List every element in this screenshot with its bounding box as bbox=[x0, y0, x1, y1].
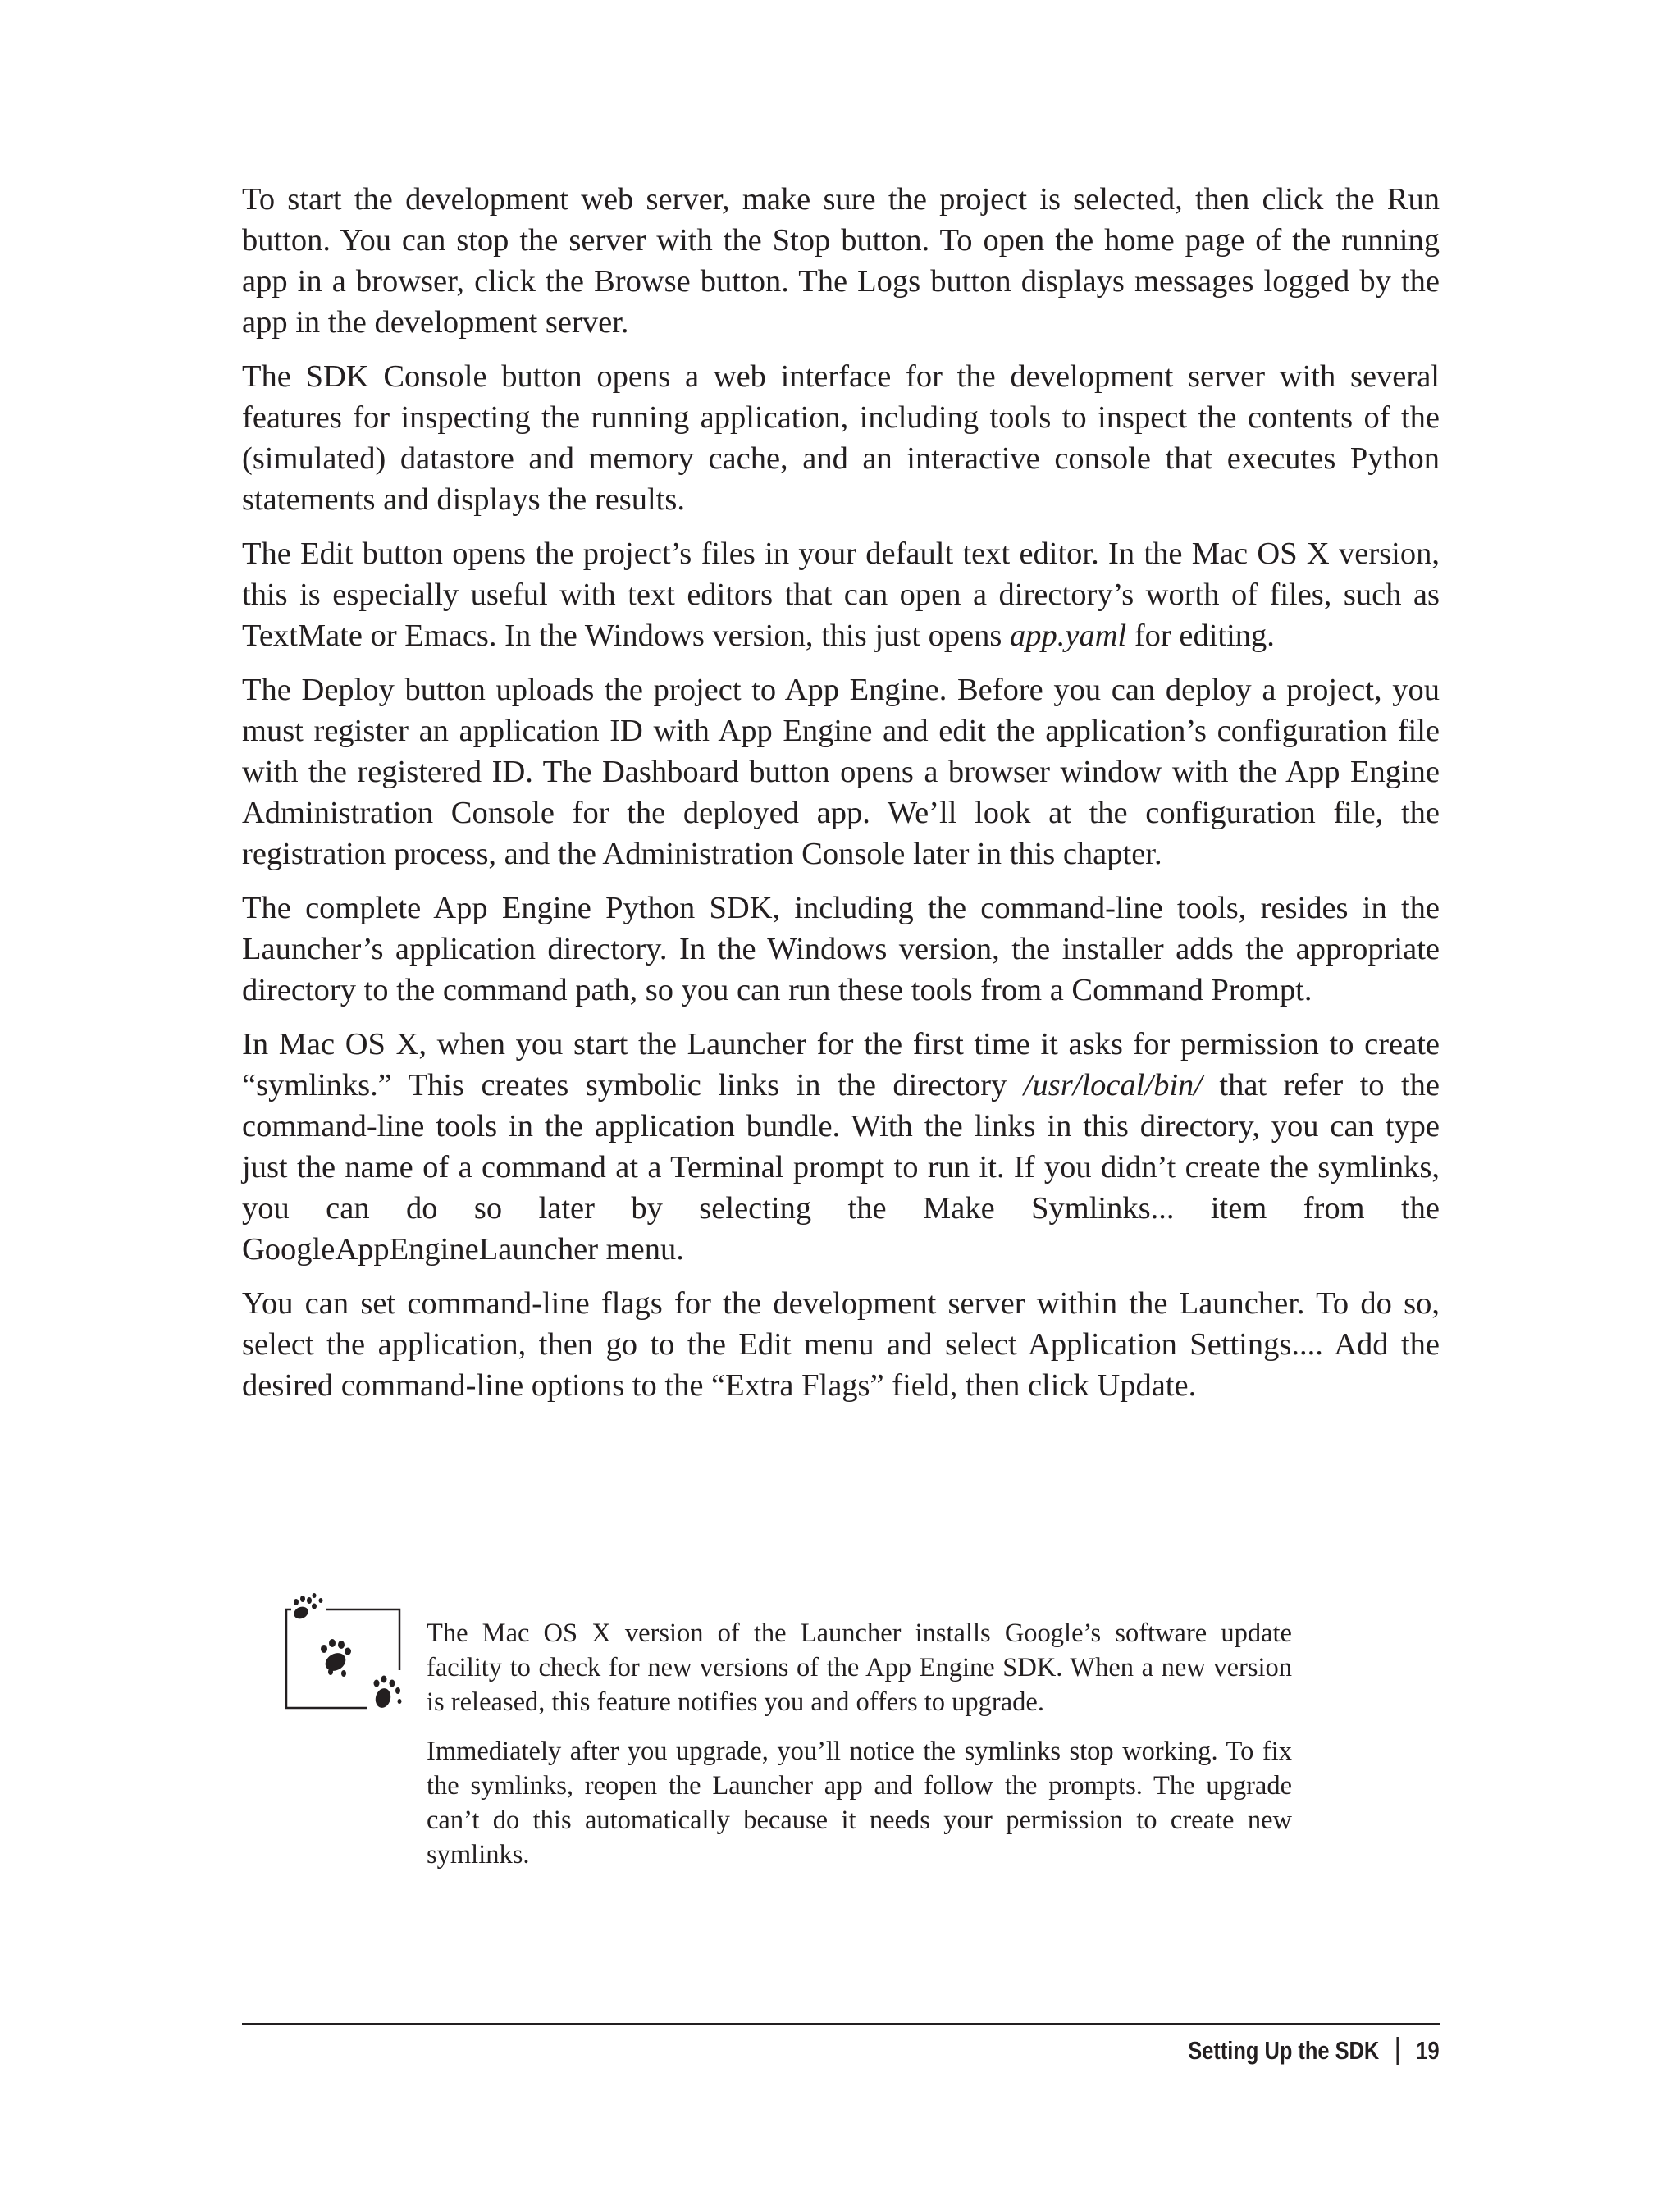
paragraph-symlinks-text-before: In Mac OS X, when you start the Launcher for the first time it asks for permission to create “symlinks.” This creates symbolic links in the directory bbox=[242, 1027, 1440, 1102]
page-footer bbox=[1189, 2034, 1440, 2067]
footer-rule bbox=[242, 2023, 1440, 2025]
paragraph-symlinks bbox=[242, 1024, 1440, 1270]
path-usr-local-bin: /usr/local/bin/ bbox=[1023, 1068, 1203, 1102]
paragraph-python-sdk: The complete App Engine Python SDK, including the command-line tools, resides in the Launcher’s application directory. In the Windows version, the installer adds the appropriate directory to the command path, so you can run these tools from a Command Prompt. bbox=[242, 891, 1440, 1007]
page-number: 19 bbox=[1416, 2036, 1440, 2065]
running-footer-title: Setting Up the SDK bbox=[1188, 2036, 1380, 2065]
paragraph-sdk-console: The SDK Console button opens a web interface for the development server with several features for inspecting the running application, including tools to inspect the contents of the (simulated) datastore and memory cache, and an interactive console that executes Python statements and displays the results. bbox=[242, 359, 1440, 517]
paragraph-edit-button bbox=[242, 533, 1440, 656]
paragraph-edit-text-before: The Edit button opens the project’s files in your default text editor. In the Mac OS X version, this is especially useful with text editors that can open a directory’s worth of files, such as TextMate or Emacs. In the Windows version, this just opens bbox=[242, 536, 1440, 653]
raccoon-tracks-icon bbox=[285, 1591, 408, 1714]
note-text bbox=[427, 1616, 1292, 1887]
paragraph-edit-text-after: for editing. bbox=[1126, 619, 1275, 653]
paragraph-run-button: To start the development web server, make sure the project is selected, then click the Run button. You can stop the server with the Stop button. To open the home page of the running app in a browser, click the Browse button. The Logs button displays messages logged by the app in the development server. bbox=[242, 182, 1440, 340]
paragraph-symlinks-text-after: that refer to the command-line tools in the application bundle. With the links in this directory, you can type just the name of a command at a Terminal prompt to run it. If you didn’t create the symlinks, you can do so later by selecting the Make Symlinks... item from the GoogleAppEngineLauncher menu. bbox=[242, 1068, 1440, 1267]
body-text bbox=[242, 179, 1440, 1419]
paragraph-command-line-flags: You can set command-line flags for the development server within the Launcher. To do so, select the application, then go to the Edit menu and select Application Settings.... Add the desired command-line options to the “Extra Flags” field, then click Update. bbox=[242, 1286, 1440, 1403]
footer-separator bbox=[1397, 2037, 1399, 2065]
filename-app-yaml: app.yaml bbox=[1010, 619, 1127, 653]
note-paragraph-symlinks-fix: Immediately after you upgrade, you’ll notice the symlinks stop working. To fix the symlinks, reopen the Launcher app and follow the prompts. The upgrade can’t do this automatically because it needs your permission to create new symlinks. bbox=[427, 1737, 1292, 1869]
note-paragraph-software-update: The Mac OS X version of the Launcher installs Google’s software update facility to check for new versions of the App Engine SDK. When a new version is released, this feature notifies you and offers to upgrade. bbox=[427, 1618, 1292, 1717]
paragraph-deploy-button: The Deploy button uploads the project to App Engine. Before you can deploy a project, you must register an application ID with App Engine and edit the application’s configuration file with the registered ID. The Dashboard button opens a browser window with the App Engine Administration Console for the deployed app. We’ll look at the configuration file, the registration process, and the Administration Console later in this chapter. bbox=[242, 673, 1440, 871]
